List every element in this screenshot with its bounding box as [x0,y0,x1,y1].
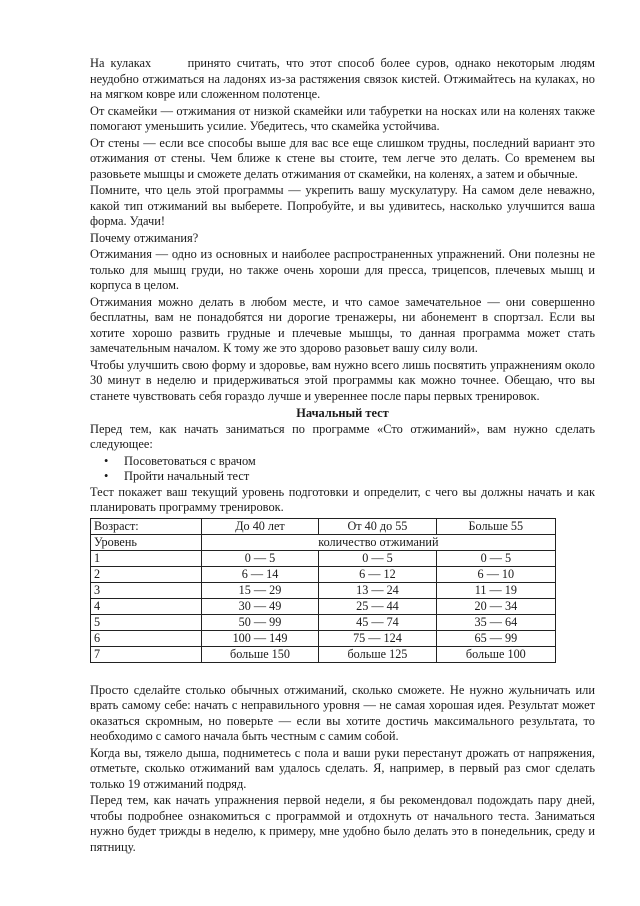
table-row [91,582,556,598]
table-cell: 0 — 5 [201,550,318,566]
table-cell: 11 — 19 [436,582,555,598]
table-header-cell: Больше 55 [436,518,555,534]
table-cell: 2 [91,566,202,582]
table-cell: 100 — 149 [201,630,318,646]
paragraph-improve: Чтобы улучшить свою форму и здоровье, вам нужно всего лишь посвятить упражнениям около 30 минут в неделю и придерживаться этой программы как можно точнее. Обещаю, что вы станете чувствовать себя гораздо лучше и увереннее после пары первых тренировок. [90,357,595,403]
table-cell: 25 — 44 [319,598,436,614]
table-cell: 3 [91,582,202,598]
table-cell: 0 — 5 [319,550,436,566]
table-cell: 1 [91,550,202,566]
table-cell: 5 [91,614,202,630]
paragraph-intro: Перед тем, как начать заниматься по программе «Сто отжиманий», вам нужно сделать следующее: [90,421,595,451]
table-cell: 30 — 49 [201,598,318,614]
table-cell: 45 — 74 [319,614,436,630]
table-cell: 50 — 99 [201,614,318,630]
table-header-cell: До 40 лет [201,518,318,534]
table-cell: больше 125 [319,646,436,662]
table-cell: 0 — 5 [436,550,555,566]
list-item: • Пройти начальный тест [104,469,595,485]
paragraph-remember: Помните, что цель этой программы — укрепить вашу мускулатуру. На самом деле неважно, какой тип отжиманий вы выберете. Попробуйте, и вы удивитесь, насколько улучшится ваша форма. Удачи! [90,183,595,228]
table-subheader-cell: количество отжиманий [201,534,555,550]
table-cell: 20 — 34 [436,598,555,614]
table-subheader-row [91,534,556,550]
table-header-row [91,518,556,534]
list-item: • Посоветоваться с врачом [104,454,595,470]
paragraph-count: Когда вы, тяжело дыша, подниметесь с пола и ваши руки перестанут дрожать от напряжения, отметьте, сколько отжиманий вам удалось сделать. Я, например, в первый раз смог сделать только 19 отжиманий подряд. [90,745,595,791]
table-cell: 6 — 14 [201,566,318,582]
table-row [91,598,556,614]
table-cell: 35 — 64 [436,614,555,630]
paragraph-fists: На кулаках принято считать, что этот способ более суров, однако некоторым людям неудобно отжиматься на ладонях из-за растяжения связок кистей. Отжимайтесь на кулаках, но на мягком ковре или сложенном полотенце. [90,56,595,101]
bullet-list [90,454,595,485]
table-cell: 7 [91,646,202,662]
table-cell: 4 [91,598,202,614]
table-cell: 65 — 99 [436,630,555,646]
paragraph-test-note: Тест покажет ваш текущий уровень подготовки и определит, с чего вы должны начать и как планировать программу тренировок. [90,484,595,514]
paragraph-anywhere: Отжимания можно делать в любом месте, и что самое замечательное — они совершенно бесплатны, вам не понадобятся ни дорогие тренажеры, ни абонемент в спортзал. Если вы хотите хорошо развить грудные и плечевые мышцы, то данная программа может стать замечательным началом. К тому же это здорово разовьет вашу силу воли. [90,294,595,355]
paragraph-pushups-basic: Отжимания — одно из основных и наиболее распространенных упражнений. Они полезны не только для мышц груди, но также очень хороши для пресса, трицепсов, плечевых мышц и корпуса в целом. [90,247,595,292]
spacer [90,663,595,683]
table-row [91,550,556,566]
table-cell: 13 — 24 [319,582,436,598]
table-cell: 6 — 10 [436,566,555,582]
document-page [90,56,595,856]
table-row [91,614,556,630]
table-cell: 15 — 29 [201,582,318,598]
paragraph-wall: От стены — если все способы выше для вас все еще слишком трудны, последний вариант это отжимания от стены. Чем ближе к стене вы стоите, тем легче это делать. Со временем вы разовьете мышцы и сможете делать отжимания от скамейки, на коленях, а затем и обычные. [90,135,595,181]
table-row [91,646,556,662]
table-cell: больше 150 [201,646,318,662]
table-header-cell: Возраст: [91,518,202,534]
table-cell: 6 [91,630,202,646]
table-cell: 75 — 124 [319,630,436,646]
paragraph-bench: От скамейки — отжимания от низкой скамейки или табуретки на носках или на коленях также помогают уменьшить усилие. Убедитесь, что скамейка устойчива. [90,103,595,133]
table-row [91,566,556,582]
paragraph-honest: Просто сделайте столько обычных отжиманий, сколько сможете. Не нужно жульничать или врать самому себе: начать с неправильного уровня — не самая хорошая идея. Результат может оказаться скромным, но поверьте — если вы хотите достичь максимального результата, то необходимо с самого начала быть честным с самим собой. [90,682,595,743]
paragraph-why-question: Почему отжимания? [90,230,199,245]
paragraph-schedule: Перед тем, как начать упражнения первой недели, я бы рекомендовал подождать пару дней, чтобы подробнее ознакомиться с программой и отдохнуть от начального теста. Заниматься нужно будет трижды в неделю, к примеру, мне удобно было делать это в понедельник, среду и пятницу. [90,793,595,854]
table-row [91,630,556,646]
table-cell: больше 100 [436,646,555,662]
levels-table [90,518,556,663]
table-subheader-cell: Уровень [91,534,202,550]
table-header-cell: От 40 до 55 [319,518,436,534]
section-heading: Начальный тест [296,406,389,420]
table-cell: 6 — 12 [319,566,436,582]
